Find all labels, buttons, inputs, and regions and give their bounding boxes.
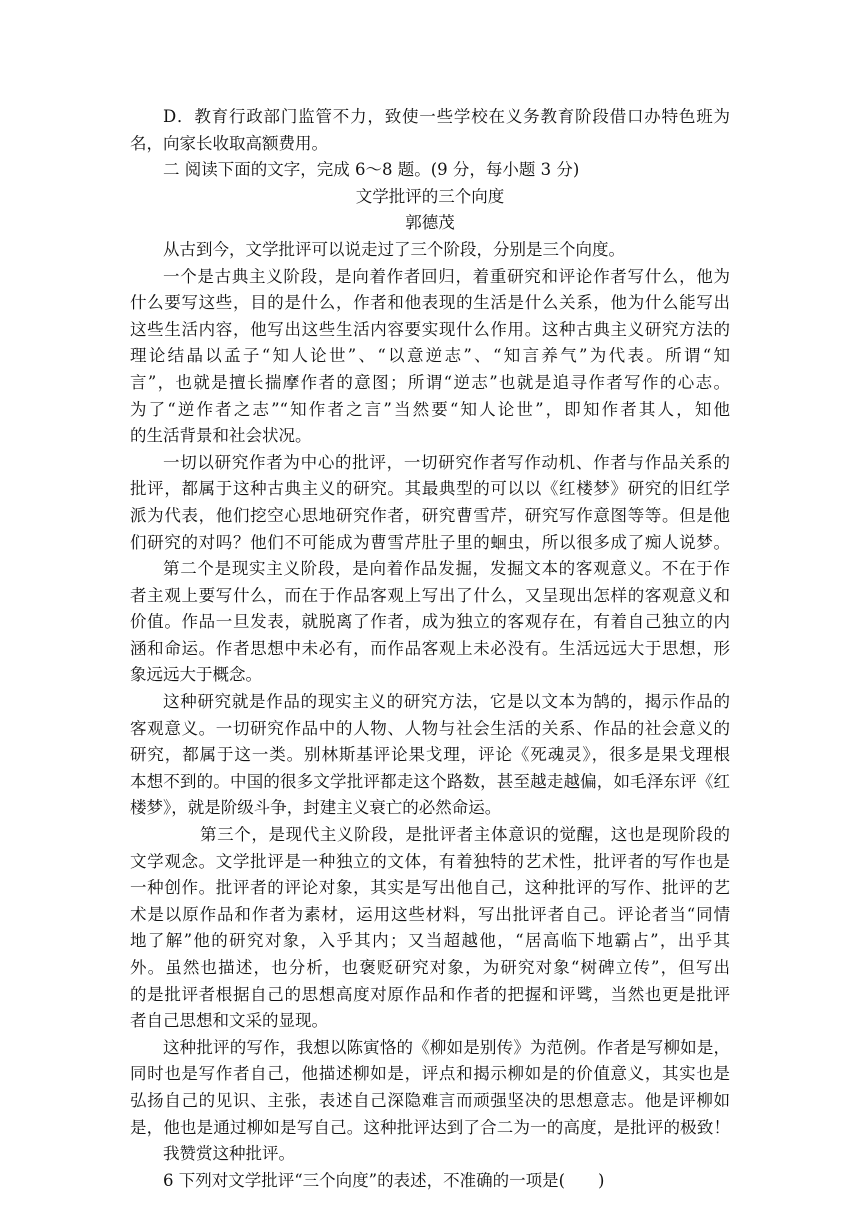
paragraph-line: 外。虽然也描述，也分析，也褒贬研究对象，为研究对象“树碑立传”，但写出 — [130, 958, 730, 977]
paragraph-line: 客观意义。一切研究作品中的人物、人物与社会生活的关系、作品的社会意义的 — [130, 718, 730, 738]
paragraph-line: 理论结晶以孟子“知人论世”、“以意逆志”、“知言养气”为代表。所谓“知 — [130, 346, 730, 366]
paragraph-line: 的生活背景和社会状况。 — [130, 426, 312, 446]
paragraph-line: 象远远大于概念。 — [130, 665, 262, 685]
paragraph-line: 一个是古典主义阶段，是向着作者回归，着重研究和评论作者写什么，他为 — [163, 266, 730, 286]
paragraph-line: 涵和命运。作者思想中未必有，而作品客观上未必没有。生活远远大于思想，形 — [130, 638, 730, 658]
paragraph-line: 我赞赏这种批评。 — [163, 1144, 295, 1164]
option-d-line-2: 名，向家长收取高额费用。 — [130, 133, 328, 153]
paragraph-line: 者主观上要写什么，而在于作品客观上写出了什么，又呈现出怎样的客观意义和 — [130, 585, 730, 605]
paragraph-line: 这些生活内容，他写出这些生活内容要实现什么作用。这种古典主义研究方法的 — [130, 319, 730, 339]
paragraph-line: 楼梦》，就是阶级斗争，封建主义衰亡的必然命运。 — [130, 798, 502, 818]
paragraph-line: 地了解”他的研究对象，入乎其内；又当超越他，“居高临下地霸占”，出乎其 — [130, 931, 730, 951]
paragraph-line: 批评，都属于这种古典主义的研究。其最典型的可以以《红楼梦》研究的旧红学 — [130, 479, 730, 499]
paragraph-intro: 从古到今，文学批评可以说走过了三个阶段，分别是三个向度。 — [163, 239, 625, 259]
question-6: 6 下列对文学批评“三个向度”的表述，不准确的一项是( ) — [163, 1170, 605, 1190]
paragraph-line: 这种研究就是作品的现实主义的研究方法，它是以文本为鹄的，揭示作品的 — [163, 692, 730, 712]
paragraph-line: 这种批评的写作，我想以陈寅恪的《柳如是别传》为范例。作者是写柳如是， — [163, 1037, 730, 1057]
paragraph-line: 弘扬自己的见识、主张，表述自己深隐难言而顽强坚决的思想意志。他是评柳如 — [130, 1090, 730, 1110]
paragraph-line: 什么要写这些，目的是什么，作者和他表现的生活是什么关系，他为什么能写出 — [130, 293, 730, 313]
article-author: 郭德茂 — [405, 213, 455, 233]
document-body — [130, 104, 730, 1194]
paragraph-line: 是，他也是通过柳如是写自己。这种批评达到了合二为一的高度，是批评的极致！ — [130, 1117, 730, 1137]
paragraph-line: 文学观念。文学批评是一种独立的文体，有着独特的艺术性，批评者的写作也是 — [130, 851, 730, 871]
paragraph-line: 研究，都属于这一类。别林斯基评论果戈理，评论《死魂灵》，很多是果戈理根 — [130, 745, 730, 765]
paragraph-line: 第三个，是现代主义阶段，是批评者主体意识的觉醒，这也是现阶段的 — [200, 825, 730, 845]
article-title: 文学批评的三个向度 — [355, 186, 505, 206]
paragraph-line: 第二个是现实主义阶段，是向着作品发掘，发掘文本的客观意义。不在于作 — [163, 559, 730, 579]
paragraph-line: 派为代表，他们挖空心思地研究作者，研究曹雪芹，研究写作意图等等。但是他 — [130, 505, 730, 525]
paragraph-line: 的是批评者根据自己的思想高度对原作品和作者的把握和评骘，当然也更是批评 — [130, 984, 730, 1004]
paragraph-line: 价值。作品一旦发表，就脱离了作者，成为独立的客观存在，有着自己独立的内 — [130, 612, 730, 632]
paragraph-line: 同时也是写作者自己，他描述柳如是，评点和揭示柳如是的价值意义，其实也是 — [130, 1064, 730, 1084]
paragraph-line: 一切以研究作者为中心的批评，一切研究作者写作动机、作者与作品关系的 — [163, 452, 730, 472]
paragraph-line: 者自己思想和文采的显现。 — [130, 1011, 328, 1031]
section-instruction: 二 阅读下面的文字，完成 6～8 题。(9 分，每小题 3 分) — [163, 160, 580, 180]
paragraph-line: 术是以原作品和作者为素材，运用这些材料，写出批评者自己。评论者当“同情 — [130, 904, 730, 924]
option-d-line-1: D．教育行政部门监管不力，致使一些学校在义务教育阶段借口办特色班为 — [163, 107, 730, 126]
paragraph-line: 言”，也就是擅长揣摩作者的意图；所谓“逆志”也就是追寻作者写作的心志。 — [130, 372, 730, 392]
paragraph-line: 为了“逆作者之志”“知作者之言”当然要“知人论世”，即知作者其人，知他 — [130, 399, 730, 419]
paragraph-line: 本想不到的。中国的很多文学批评都走这个路数，甚至越走越偏，如毛泽东评《红 — [130, 771, 730, 791]
paragraph-line: 们研究的对吗？他们不可能成为曹雪芹肚子里的蛔虫，所以很多成了痴人说梦。 — [130, 532, 730, 552]
paragraph-line: 一种创作。批评者的评论对象，其实是写出他自己，这种批评的写作、批评的艺 — [130, 878, 730, 898]
